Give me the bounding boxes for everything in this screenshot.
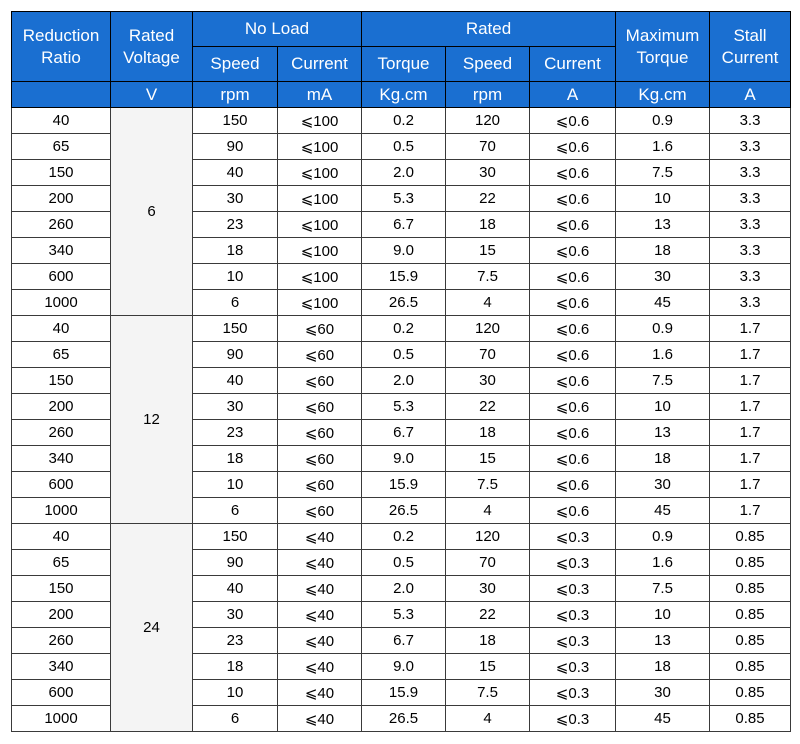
noload-speed-cell: 40 (193, 576, 278, 602)
rated-current-cell: ⩽0.6 (530, 368, 616, 394)
rated-current-cell: ⩽0.6 (530, 316, 616, 342)
rated-current-cell: ⩽0.6 (530, 160, 616, 186)
stall-current-cell: 1.7 (710, 316, 791, 342)
rated-torque-cell: 9.0 (362, 446, 446, 472)
noload-current-cell: ⩽40 (278, 654, 362, 680)
noload-speed-cell: 90 (193, 134, 278, 160)
reduction-ratio-cell: 150 (12, 160, 111, 186)
stall-current-cell: 0.85 (710, 628, 791, 654)
max-torque-cell: 13 (616, 420, 710, 446)
noload-speed-cell: 6 (193, 706, 278, 732)
rated-torque-cell: 0.2 (362, 524, 446, 550)
stall-current-cell: 3.3 (710, 134, 791, 160)
rated-speed-cell: 7.5 (446, 264, 530, 290)
unit-max-torque: Kg.cm (616, 82, 710, 108)
unit-rated-speed: rpm (446, 82, 530, 108)
reduction-ratio-cell: 150 (12, 368, 111, 394)
rated-speed-cell: 120 (446, 316, 530, 342)
rated-current-cell: ⩽0.3 (530, 680, 616, 706)
unit-noload-speed: rpm (193, 82, 278, 108)
rated-torque-cell: 5.3 (362, 186, 446, 212)
noload-current-cell: ⩽40 (278, 576, 362, 602)
stall-current-cell: 1.7 (710, 394, 791, 420)
header-rated-torque: Torque (362, 47, 446, 82)
unit-rated-current: A (530, 82, 616, 108)
reduction-ratio-cell: 40 (12, 108, 111, 134)
rated-speed-cell: 22 (446, 602, 530, 628)
noload-current-cell: ⩽60 (278, 472, 362, 498)
stall-current-cell: 0.85 (710, 524, 791, 550)
noload-current-cell: ⩽60 (278, 316, 362, 342)
header-rated-speed: Speed (446, 47, 530, 82)
noload-speed-cell: 150 (193, 316, 278, 342)
reduction-ratio-cell: 65 (12, 550, 111, 576)
noload-speed-cell: 40 (193, 160, 278, 186)
noload-speed-cell: 90 (193, 550, 278, 576)
rated-torque-cell: 6.7 (362, 212, 446, 238)
rated-current-cell: ⩽0.6 (530, 420, 616, 446)
reduction-ratio-cell: 260 (12, 628, 111, 654)
voltage-group (12, 524, 791, 732)
max-torque-cell: 10 (616, 394, 710, 420)
rated-speed-cell: 4 (446, 498, 530, 524)
rated-speed-cell: 18 (446, 420, 530, 446)
noload-current-cell: ⩽40 (278, 550, 362, 576)
reduction-ratio-cell: 600 (12, 472, 111, 498)
noload-speed-cell: 18 (193, 446, 278, 472)
stall-current-cell: 1.7 (710, 446, 791, 472)
rated-current-cell: ⩽0.3 (530, 524, 616, 550)
max-torque-cell: 45 (616, 706, 710, 732)
stall-current-cell: 3.3 (710, 238, 791, 264)
noload-current-cell: ⩽100 (278, 238, 362, 264)
header-stall-current: Stall Current (710, 12, 791, 82)
unit-noload-current: mA (278, 82, 362, 108)
noload-current-cell: ⩽60 (278, 498, 362, 524)
header-rated-current: Current (530, 47, 616, 82)
rated-speed-cell: 7.5 (446, 472, 530, 498)
rated-current-cell: ⩽0.6 (530, 238, 616, 264)
max-torque-cell: 13 (616, 212, 710, 238)
reduction-ratio-cell: 150 (12, 576, 111, 602)
stall-current-cell: 1.7 (710, 498, 791, 524)
stall-current-cell: 0.85 (710, 550, 791, 576)
noload-current-cell: ⩽40 (278, 680, 362, 706)
rated-torque-cell: 9.0 (362, 238, 446, 264)
header-rated: Rated (362, 12, 616, 47)
max-torque-cell: 10 (616, 186, 710, 212)
header-rated-voltage: Rated Voltage (111, 12, 193, 82)
header-no-load: No Load (193, 12, 362, 47)
rated-torque-cell: 9.0 (362, 654, 446, 680)
noload-speed-cell: 10 (193, 680, 278, 706)
max-torque-cell: 13 (616, 628, 710, 654)
max-torque-cell: 45 (616, 290, 710, 316)
rated-torque-cell: 6.7 (362, 420, 446, 446)
noload-current-cell: ⩽100 (278, 134, 362, 160)
rated-current-cell: ⩽0.6 (530, 446, 616, 472)
noload-current-cell: ⩽100 (278, 160, 362, 186)
rated-torque-cell: 0.5 (362, 134, 446, 160)
max-torque-cell: 1.6 (616, 134, 710, 160)
rated-speed-cell: 15 (446, 238, 530, 264)
rated-current-cell: ⩽0.6 (530, 342, 616, 368)
stall-current-cell: 0.85 (710, 706, 791, 732)
stall-current-cell: 3.3 (710, 212, 791, 238)
rated-current-cell: ⩽0.6 (530, 264, 616, 290)
rated-current-cell: ⩽0.3 (530, 706, 616, 732)
reduction-ratio-cell: 1000 (12, 498, 111, 524)
stall-current-cell: 1.7 (710, 342, 791, 368)
max-torque-cell: 10 (616, 602, 710, 628)
noload-current-cell: ⩽100 (278, 186, 362, 212)
rated-speed-cell: 70 (446, 550, 530, 576)
rated-speed-cell: 30 (446, 160, 530, 186)
rated-speed-cell: 18 (446, 212, 530, 238)
reduction-ratio-cell: 200 (12, 602, 111, 628)
noload-speed-cell: 18 (193, 238, 278, 264)
header-noload-current: Current (278, 47, 362, 82)
noload-speed-cell: 10 (193, 472, 278, 498)
rated-speed-cell: 120 (446, 524, 530, 550)
rated-current-cell: ⩽0.3 (530, 550, 616, 576)
rated-torque-cell: 0.2 (362, 108, 446, 134)
unit-reduction-ratio (12, 82, 111, 108)
noload-speed-cell: 23 (193, 420, 278, 446)
rated-current-cell: ⩽0.6 (530, 472, 616, 498)
rated-torque-cell: 2.0 (362, 576, 446, 602)
rated-current-cell: ⩽0.6 (530, 108, 616, 134)
reduction-ratio-cell: 600 (12, 680, 111, 706)
noload-speed-cell: 150 (193, 108, 278, 134)
reduction-ratio-cell: 65 (12, 134, 111, 160)
rated-current-cell: ⩽0.3 (530, 654, 616, 680)
max-torque-cell: 18 (616, 446, 710, 472)
max-torque-cell: 1.6 (616, 342, 710, 368)
reduction-ratio-cell: 40 (12, 524, 111, 550)
rated-torque-cell: 15.9 (362, 472, 446, 498)
rated-current-cell: ⩽0.6 (530, 394, 616, 420)
noload-speed-cell: 40 (193, 368, 278, 394)
reduction-ratio-cell: 340 (12, 446, 111, 472)
max-torque-cell: 18 (616, 654, 710, 680)
max-torque-cell: 1.6 (616, 550, 710, 576)
reduction-ratio-cell: 200 (12, 186, 111, 212)
noload-current-cell: ⩽100 (278, 290, 362, 316)
reduction-ratio-cell: 340 (12, 654, 111, 680)
noload-speed-cell: 6 (193, 290, 278, 316)
reduction-ratio-cell: 200 (12, 394, 111, 420)
noload-current-cell: ⩽100 (278, 264, 362, 290)
rated-torque-cell: 15.9 (362, 264, 446, 290)
stall-current-cell: 1.7 (710, 368, 791, 394)
reduction-ratio-cell: 260 (12, 420, 111, 446)
reduction-ratio-cell: 65 (12, 342, 111, 368)
noload-current-cell: ⩽60 (278, 368, 362, 394)
max-torque-cell: 30 (616, 472, 710, 498)
rated-torque-cell: 15.9 (362, 680, 446, 706)
rated-current-cell: ⩽0.6 (530, 186, 616, 212)
stall-current-cell: 0.85 (710, 654, 791, 680)
rated-torque-cell: 0.5 (362, 342, 446, 368)
noload-speed-cell: 90 (193, 342, 278, 368)
noload-speed-cell: 18 (193, 654, 278, 680)
noload-speed-cell: 23 (193, 212, 278, 238)
header-reduction-ratio: Reduction Ratio (12, 12, 111, 82)
noload-speed-cell: 150 (193, 524, 278, 550)
noload-speed-cell: 23 (193, 628, 278, 654)
unit-voltage: V (111, 82, 193, 108)
noload-speed-cell: 6 (193, 498, 278, 524)
rated-speed-cell: 120 (446, 108, 530, 134)
rated-speed-cell: 22 (446, 186, 530, 212)
rated-speed-cell: 15 (446, 446, 530, 472)
stall-current-cell: 1.7 (710, 472, 791, 498)
rated-current-cell: ⩽0.6 (530, 212, 616, 238)
noload-current-cell: ⩽60 (278, 446, 362, 472)
rated-current-cell: ⩽0.6 (530, 134, 616, 160)
rated-speed-cell: 7.5 (446, 680, 530, 706)
max-torque-cell: 7.5 (616, 160, 710, 186)
header-maximum-torque: Maximum Torque (616, 12, 710, 82)
stall-current-cell: 1.7 (710, 420, 791, 446)
rated-torque-cell: 2.0 (362, 368, 446, 394)
table-row (12, 524, 791, 550)
rated-speed-cell: 70 (446, 134, 530, 160)
rated-torque-cell: 26.5 (362, 290, 446, 316)
stall-current-cell: 3.3 (710, 160, 791, 186)
max-torque-cell: 30 (616, 264, 710, 290)
rated-speed-cell: 70 (446, 342, 530, 368)
max-torque-cell: 30 (616, 680, 710, 706)
max-torque-cell: 0.9 (616, 524, 710, 550)
rated-torque-cell: 5.3 (362, 394, 446, 420)
rated-torque-cell: 0.5 (362, 550, 446, 576)
rated-speed-cell: 30 (446, 368, 530, 394)
rated-current-cell: ⩽0.3 (530, 628, 616, 654)
rated-speed-cell: 15 (446, 654, 530, 680)
reduction-ratio-cell: 1000 (12, 290, 111, 316)
noload-speed-cell: 30 (193, 602, 278, 628)
rated-speed-cell: 18 (446, 628, 530, 654)
stall-current-cell: 0.85 (710, 680, 791, 706)
stall-current-cell: 3.3 (710, 264, 791, 290)
rated-speed-cell: 4 (446, 290, 530, 316)
rated-torque-cell: 26.5 (362, 498, 446, 524)
rated-torque-cell: 26.5 (362, 706, 446, 732)
max-torque-cell: 0.9 (616, 108, 710, 134)
max-torque-cell: 0.9 (616, 316, 710, 342)
rated-current-cell: ⩽0.6 (530, 498, 616, 524)
max-torque-cell: 45 (616, 498, 710, 524)
motor-spec-table (11, 11, 791, 732)
table-row (12, 108, 791, 134)
unit-rated-torque: Kg.cm (362, 82, 446, 108)
max-torque-cell: 18 (616, 238, 710, 264)
noload-current-cell: ⩽60 (278, 420, 362, 446)
voltage-group (12, 108, 791, 316)
reduction-ratio-cell: 260 (12, 212, 111, 238)
table-row (12, 316, 791, 342)
rated-speed-cell: 30 (446, 576, 530, 602)
noload-current-cell: ⩽60 (278, 394, 362, 420)
header-noload-speed: Speed (193, 47, 278, 82)
stall-current-cell: 3.3 (710, 290, 791, 316)
reduction-ratio-cell: 40 (12, 316, 111, 342)
rated-speed-cell: 4 (446, 706, 530, 732)
reduction-ratio-cell: 340 (12, 238, 111, 264)
noload-current-cell: ⩽40 (278, 706, 362, 732)
noload-current-cell: ⩽40 (278, 524, 362, 550)
rated-torque-cell: 0.2 (362, 316, 446, 342)
stall-current-cell: 3.3 (710, 108, 791, 134)
reduction-ratio-cell: 600 (12, 264, 111, 290)
rated-torque-cell: 2.0 (362, 160, 446, 186)
rated-current-cell: ⩽0.3 (530, 576, 616, 602)
rated-voltage-cell: 24 (111, 524, 193, 732)
noload-current-cell: ⩽40 (278, 628, 362, 654)
unit-stall-current: A (710, 82, 791, 108)
max-torque-cell: 7.5 (616, 368, 710, 394)
stall-current-cell: 0.85 (710, 576, 791, 602)
noload-current-cell: ⩽60 (278, 342, 362, 368)
max-torque-cell: 7.5 (616, 576, 710, 602)
rated-current-cell: ⩽0.3 (530, 602, 616, 628)
voltage-group (12, 316, 791, 524)
noload-current-cell: ⩽100 (278, 212, 362, 238)
reduction-ratio-cell: 1000 (12, 706, 111, 732)
noload-speed-cell: 30 (193, 186, 278, 212)
stall-current-cell: 3.3 (710, 186, 791, 212)
rated-current-cell: ⩽0.6 (530, 290, 616, 316)
rated-voltage-cell: 6 (111, 108, 193, 316)
rated-speed-cell: 22 (446, 394, 530, 420)
rated-torque-cell: 6.7 (362, 628, 446, 654)
noload-current-cell: ⩽100 (278, 108, 362, 134)
noload-speed-cell: 10 (193, 264, 278, 290)
stall-current-cell: 0.85 (710, 602, 791, 628)
noload-speed-cell: 30 (193, 394, 278, 420)
rated-voltage-cell: 12 (111, 316, 193, 524)
rated-torque-cell: 5.3 (362, 602, 446, 628)
noload-current-cell: ⩽40 (278, 602, 362, 628)
